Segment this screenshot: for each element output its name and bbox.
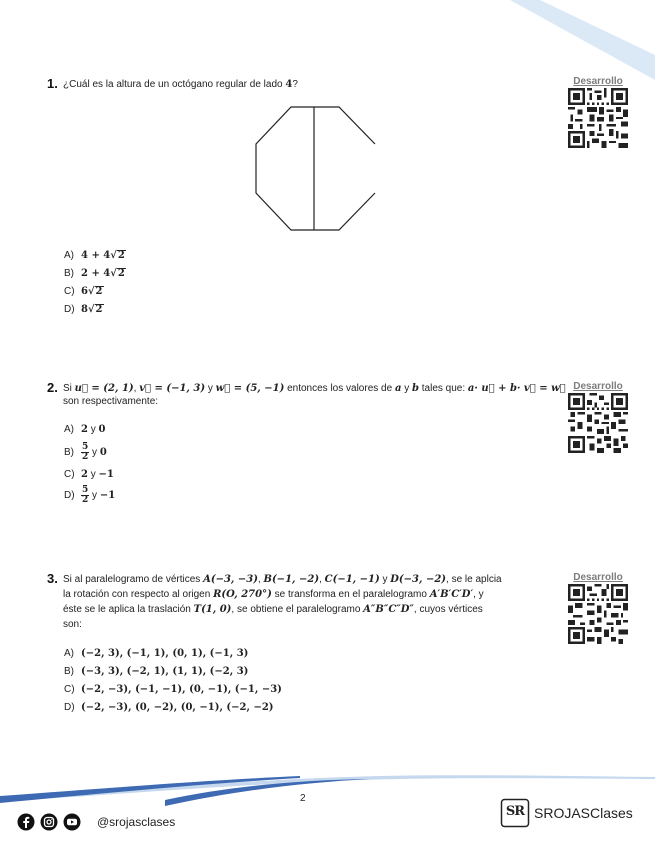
question-1 — [47, 78, 627, 328]
option-d[interactable]: D) 8√2 — [64, 304, 103, 315]
social-handle[interactable]: @srojasclases — [97, 815, 176, 829]
question-number: 1. — [47, 76, 58, 91]
facebook-icon[interactable] — [17, 813, 35, 831]
qr-code-2[interactable] — [566, 381, 630, 453]
qr-title: Desarrollo — [573, 572, 623, 583]
option-a[interactable]: A) 2 y 0 — [64, 424, 106, 435]
question-text-line-1: Si al paralelogramo de vértices A(−3, −3), B(−1, −2), C(−1, −1) y D(−3, −2), se le aplcia — [63, 574, 502, 585]
option-c[interactable]: C) 6√2 — [64, 286, 103, 297]
qr-code-3[interactable] — [566, 572, 630, 644]
option-a[interactable]: A) (−2, 3), (−1, 1), (0, 1), (−1, 3) — [64, 648, 249, 659]
octagon-right-lower-edges — [314, 193, 375, 230]
octagon-figure — [251, 106, 383, 232]
question-text: Si u⃗ = (2, 1), v⃗ = (−1, 3) y w⃗ = (5, −1) entonces los valores de a y b tales que: a· u⃗ + b· v⃗ = w⃗ — [63, 383, 566, 394]
qr-icon — [568, 393, 628, 453]
brand-logo — [500, 798, 530, 828]
question-text: ¿Cuál es la altura de un octógano regular de lado 4? — [63, 79, 298, 90]
option-b[interactable]: B) (−3, 3), (−2, 1), (1, 1), (−2, 3) — [64, 666, 249, 677]
octagon-right-edges — [314, 107, 375, 144]
fraction: $\frac{5}{2}$ — [82, 485, 89, 505]
option-c[interactable]: C) 2 y −1 — [64, 469, 114, 480]
youtube-icon[interactable] — [63, 813, 81, 831]
question-number: 3. — [47, 571, 58, 586]
qr-icon — [568, 584, 628, 644]
qr-title: Desarrollo — [573, 381, 623, 392]
option-d[interactable]: D) (−2, −3), (0, −2), (0, −1), (−2, −2) — [64, 702, 274, 713]
option-c[interactable]: C) (−2, −3), (−1, −1), (0, −1), (−1, −3) — [64, 684, 282, 695]
question-number: 2. — [47, 380, 58, 395]
question-text-line-2: son respectivamente: — [63, 396, 159, 407]
decorative-band-top — [480, 0, 655, 80]
question-text-line-4: son: — [63, 619, 82, 630]
qr-title: Desarrollo — [573, 76, 623, 87]
qr-icon — [568, 88, 628, 148]
question-text-line-2: la rotación con respecto al origen R(O, 270°) se transforma en el paralelogramo A′B′C′D′, y — [63, 589, 484, 600]
page-number: 2 — [300, 793, 306, 804]
option-b[interactable]: B) $\frac{5}{2}$ y 0 — [64, 442, 107, 462]
instagram-icon[interactable] — [40, 813, 58, 831]
option-d[interactable]: D) $\frac{5}{2}$ y −1 — [64, 485, 116, 505]
option-b[interactable]: B) 2 + 4√2 — [64, 268, 125, 279]
fraction: $\frac{5}{2}$ — [82, 442, 89, 462]
question-text-line-3: éste se le aplica la traslación T(1, 0), se obtiene el paralelogramo A″B″C″D″, cuyos vértices — [63, 604, 483, 615]
brand-name[interactable]: SROJASClases — [534, 805, 633, 821]
question-2 — [47, 382, 627, 532]
qr-code-1[interactable] — [566, 76, 630, 148]
question-3 — [47, 573, 627, 733]
octagon-left-edges — [256, 107, 314, 230]
option-a[interactable]: A) 4 + 4√2 — [64, 250, 125, 261]
logo-text: SR — [505, 804, 525, 819]
footer-swoosh — [0, 768, 655, 808]
